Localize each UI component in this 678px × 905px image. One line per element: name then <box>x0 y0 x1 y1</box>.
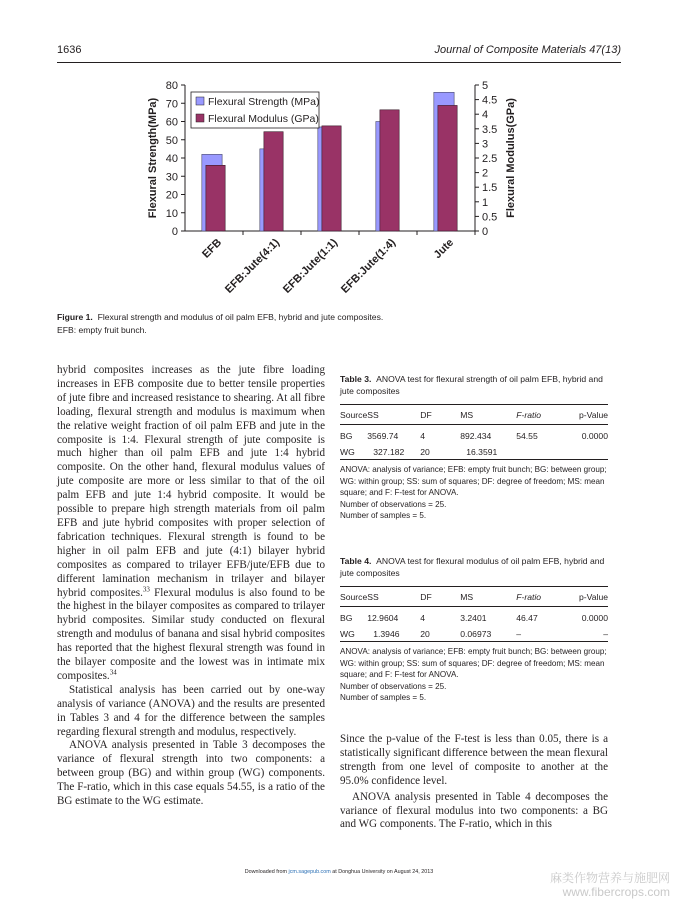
y-axis-label-left: Flexural Strength(MPa) <box>147 97 159 219</box>
flexural-chart <box>0 0 678 300</box>
x-tick-label: EFB:Jute(1:4) <box>339 236 399 296</box>
table-row: BG 3569.74 4 892.434 54.55 0.0000 <box>340 431 608 442</box>
table-row: WG 327.182 20 16.3591 <box>340 444 608 460</box>
download-footer: Downloaded from jcm.sagepub.com at Donghua University on August 24, 2013 <box>244 869 434 875</box>
page-number: 1636 <box>57 44 82 56</box>
y-tick-label-right: 3.5 <box>482 123 498 136</box>
table-header: p-Value <box>579 591 608 602</box>
bar-flexural-modulus <box>380 110 399 231</box>
y-axis-label-right: Flexural Modulus(GPa) <box>505 98 517 218</box>
bar-flexural-modulus <box>438 105 457 231</box>
figure-caption-label: Figure 1. <box>57 312 93 322</box>
table-caption: Table 3. ANOVA test for flexural strength of oil palm EFB, hybrid and jute composites <box>340 374 603 397</box>
legend-entry: Flexural Strength (MPa) <box>208 96 320 108</box>
paragraph: ANOVA analysis presented in Table 4 decomposes the variance of flexural modulus into two components: a BG and WG components. The F-ratio, which in this <box>340 790 608 831</box>
table-row: BG 12.9604 4 3.2401 46.47 0.0000 <box>340 613 608 624</box>
footer-link[interactable]: jcm.sagepub.com <box>288 869 331 875</box>
citation: 33 <box>142 584 150 593</box>
table-note: ANOVA: analysis of variance; EFB: empty fruit bunch; BG: between group; WG: within group; SS: sum of squares; DF: degree of freedom; MS: mean square; and F: F-test for ANOVA. Number of observations = 25. Number of samples = 5. <box>340 647 607 703</box>
x-tick-label: EFB:Jute(4:1) <box>223 236 283 296</box>
bar-flexural-modulus <box>322 126 341 231</box>
table-header: F-ratio <box>516 409 542 420</box>
y-tick-label-left: 60 <box>165 116 178 129</box>
body-text-left <box>57 364 325 809</box>
y-tick-label-right: 4 <box>482 109 489 122</box>
table-header: Source <box>340 591 368 602</box>
table-header: F-ratio <box>516 591 542 602</box>
legend-swatch <box>196 114 204 122</box>
figure-caption-note: EFB: empty fruit bunch. <box>57 324 147 335</box>
x-tick-label: EFB <box>200 236 225 261</box>
table-caption: Table 4. ANOVA test for flexural modulus of oil palm EFB, hybrid and jute composites <box>340 556 605 579</box>
y-tick-label-left: 50 <box>165 134 178 147</box>
y-tick-label-right: 2 <box>482 167 489 180</box>
y-tick-label-right: 1 <box>482 196 489 209</box>
anova-table <box>340 404 608 460</box>
y-tick-label-right: 3 <box>482 138 489 151</box>
journal-title: Journal of Composite Materials 47(13) <box>434 44 621 56</box>
table-header: DF <box>420 409 432 420</box>
y-tick-label-right: 1.5 <box>482 182 498 195</box>
y-tick-label-right: 5 <box>482 80 489 92</box>
figure-caption <box>57 311 477 336</box>
table-header: p-Value <box>579 409 608 420</box>
watermark: 麻类作物营养与施肥网 www.fibercrops.com <box>549 871 670 899</box>
paragraph: hybrid composites increases as the jute fibre loading increases in EFB composite due to better tensile properties of jute fibre and increased resistance to shearing. At all fibre loading, flexural strength and modulus is maximum when the relative weight fraction of oil palm EFB and jute in the composite is 1:4. Flexural strength of jute composite is much higher than oil palm EFB and jute 1:4 hybrid composite. On the other hand, flexural modulus values of jute composite are more or less similar to that of the oil palm EFB and jute 1:4 hybrid composite. It would be possible to prepare high strength materials from oil palm EFB and jute hybrid composites with proper selection of fabrication techniques. Flexural strength is found to be higher in oil palm EFB and jute (4:1) bilayer hybrid composites as compared to trilayer EFB/jute/EFB due to different lamination mechanism in trilayer and bilayer hybrid composites.$^{33}$ Flexural modulus is also found to be the highest in the bilayer composites as compared to trilayer hybrid composites. Similar study conducted on flexural strength and modulus of banana and sisal hybrid composites has reported that the highest flexural strength was found in the bilayer composite and the lowest was in intimate mix composites.$^{34}$ <box>57 364 325 682</box>
table-4 <box>340 555 608 703</box>
y-tick-label-left: 0 <box>171 226 178 238</box>
y-tick-label-right: 2.5 <box>482 153 498 165</box>
chart-legend <box>191 92 319 128</box>
table-header: SS <box>367 409 379 420</box>
legend-entry: Flexural Modulus (GPa) <box>208 113 319 125</box>
table-header: Source <box>340 409 368 420</box>
table-3 <box>340 373 608 521</box>
body-text-right <box>340 733 608 832</box>
y-tick-label-left: 80 <box>165 80 178 92</box>
table-header: MS <box>460 409 474 420</box>
y-tick-label-right: 0 <box>482 226 489 238</box>
paragraph: Since the p-value of the F-test is less than 0.05, there is a statistically significant difference between the mean flexural strength from one level of composite to another at the 95.0% confidence level. <box>340 733 608 787</box>
y-tick-label-right: 4.5 <box>482 94 498 107</box>
y-tick-label-left: 30 <box>165 171 178 184</box>
bar-flexural-modulus <box>206 165 225 231</box>
y-tick-label-left: 20 <box>165 189 178 202</box>
table-note: ANOVA: analysis of variance; EFB: empty fruit bunch; BG: between group; WG: within group; SS: sum of squares; DF: degree of freedom; MS: mean square; and F: F-test for ANOVA. Number of observations = 25. Number of samples = 5. <box>340 465 607 521</box>
y-tick-label-left: 40 <box>165 153 178 165</box>
table-header: MS <box>460 591 474 602</box>
bar-flexural-modulus <box>264 132 283 231</box>
x-tick-label: EFB:Jute(1:1) <box>281 236 341 296</box>
y-tick-label-right: 0.5 <box>482 211 498 224</box>
table-header: DF <box>420 591 432 602</box>
y-tick-label-left: 70 <box>165 98 178 111</box>
citation: 34 <box>109 668 117 677</box>
anova-table <box>340 586 608 642</box>
paragraph: ANOVA analysis presented in Table 3 decomposes the variance of flexural strength into two components: a between group (BG) and within group (WG) components. The F-ratio, which in this case equals 54.55, is a ratio of the BG estimate to the WG estimate. <box>57 739 325 808</box>
y-tick-label-left: 10 <box>165 207 178 220</box>
table-row: WG 1.3946 20 0.06973 – – <box>340 626 608 642</box>
table-header: SS <box>367 591 379 602</box>
x-tick-label: Jute <box>431 236 457 262</box>
paragraph: Statistical analysis has been carried out by one-way analysis of variance (ANOVA) and the results are presented in Tables 3 and 4 for the difference between the samples regarding flexural strength and modulus, respectively. <box>57 683 325 738</box>
legend-swatch <box>196 97 204 105</box>
figure-caption-text: Flexural strength and modulus of oil palm EFB, hybrid and jute composites. <box>97 312 384 322</box>
